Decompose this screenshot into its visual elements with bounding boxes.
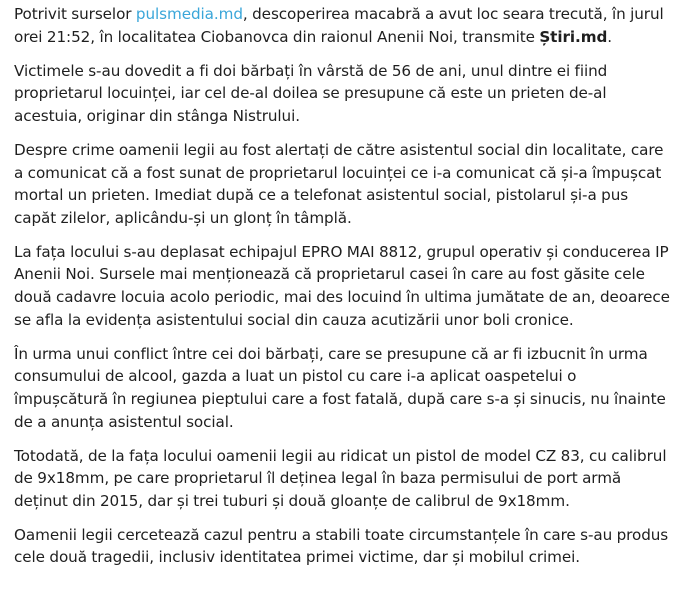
paragraph-1-end: . <box>607 27 613 46</box>
source-name: Știri.md <box>539 27 608 46</box>
pulsmedia-link[interactable]: pulsmedia.md <box>135 5 243 23</box>
paragraph-2: Victimele s-au dovedit a fi doi bărbați în vârstă de 56 de ani, unul dintre ei fiind proprietarul locuinței, iar cel de-al doilea se presupune că este un prieten de-al acestuia, originar din stânga Nistrului. <box>14 61 608 125</box>
paragraph-1-body: , descoperirea macabră a avut loc seara trecută, în jurul orei 21:52, în localitatea Ciobanovca din raionul Anenii Noi, transmite <box>14 5 664 46</box>
paragraph-1-intro: Potrivit surselor <box>14 5 136 23</box>
paragraph-6: Totodată, de la fața locului oamenii legii au ridicat un pistol de model CZ 83, cu calibrul de 9x18mm, pe care proprietarul îl deținea legal în baza permisului de port armă deținut din 2015, dar și trei tuburi și două gloanțe de calibrul de 9x18mm. <box>14 446 667 510</box>
paragraph-4: La fața locului s-au deplasat echipajul EPRO MAI 8812, grupul operativ și conducerea IP Anenii Noi. Sursele mai menționează că proprietarul casei în care au fost găsite cele două cadavre locuia acolo periodic, mai des locuind în ultima jumătate de an, deoarece se afla la evidența asistentului social din cauza acutizării unor boli cronice. <box>14 242 670 329</box>
paragraph-5: În urma unui conflict între cei doi bărbați, care se presupune că ar fi izbucnit în urma consumului de alcool, gazda a luat un pistol cu care i-a aplicat oaspetelui o împușcătură în regiunea pieptului care a fost fatală, după care s-a și sinucis, nu înainte de a anunța asistentul social. <box>14 344 666 431</box>
paragraph-1 <box>14 3 670 48</box>
paragraph-7: Oamenii legii cercetează cazul pentru a stabili toate circumstanțele în care s-au produs cele două tragedii, inclusiv identitatea primei victime, dar și mobilul crimei. <box>14 525 669 567</box>
paragraph-3: Despre crime oamenii legii au fost alertați de către asistentul social din localitate, care a comunicat că a fost sunat de proprietarul locuinței ce i-a comunicat că și-a împușcat mortal un prieten. Imediat după ce a telefonat asistentul social, pistolarul și-a pus capăt zilelor, aplicându-și un glonț în tâmplă. <box>14 140 664 227</box>
